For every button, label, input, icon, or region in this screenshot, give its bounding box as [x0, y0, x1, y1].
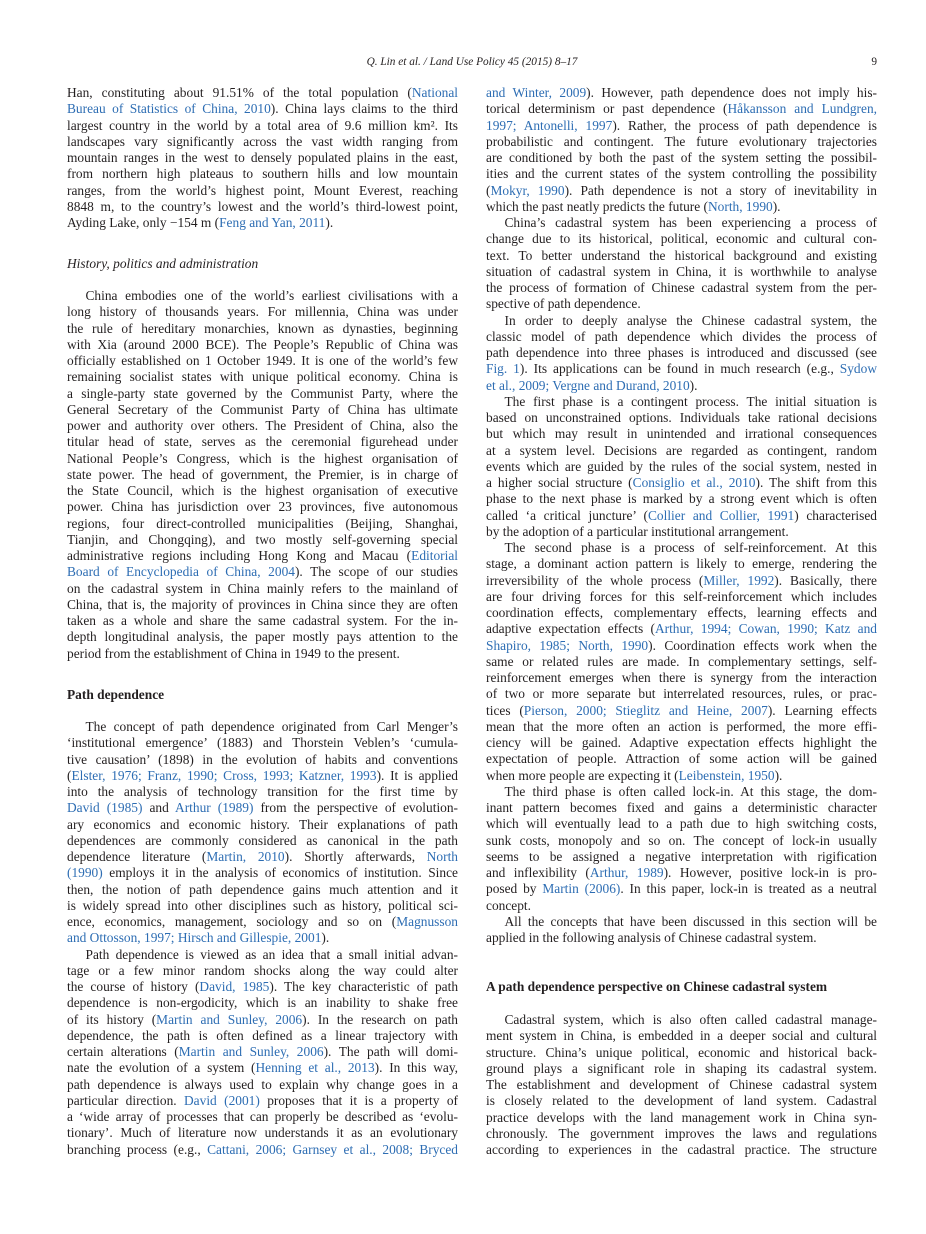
- history-section-body: [67, 288, 458, 662]
- text-run: ). The scope of our studies: [294, 564, 458, 580]
- text-line: is closely related to the development of land system. Cadastral: [486, 1093, 877, 1109]
- text-line: ment system in China, is embedded in a deeper social and cultural: [486, 1028, 877, 1044]
- text-line: [67, 1044, 458, 1060]
- text-line: The concept of path dependence originated from Carl Menger’s: [85, 719, 458, 734]
- text-run: a higher social structure (: [486, 475, 633, 490]
- text-line: according to experiences in the cadastral practice. The structure: [486, 1142, 877, 1157]
- citation-link[interactable]: Håkansson and Lundgren,: [727, 101, 877, 117]
- text-run: torical determinism or past dependence (: [486, 101, 728, 117]
- text-run: ).: [321, 930, 330, 946]
- text-line: mean that the more often an action is performed, the more effi-: [486, 718, 877, 734]
- text-line: [486, 118, 877, 134]
- text-run: which the past neatly predicts the future (: [486, 198, 708, 214]
- text-line: [67, 564, 458, 580]
- text-line: [486, 199, 877, 215]
- text-line: [486, 573, 877, 589]
- text-line: [67, 930, 458, 946]
- citation-link[interactable]: Martin and Sunley, 2006: [178, 1044, 324, 1059]
- text-line: [486, 183, 877, 199]
- citation-link[interactable]: Henning et al., 2013: [255, 1060, 375, 1076]
- citation-link[interactable]: Cattani, 2006; Garnsey et al., 2008; Bryced: [207, 1141, 458, 1157]
- citation-link[interactable]: David (2001): [184, 1092, 260, 1108]
- text-line: China, that is, the majority of provinces in China since they are often: [67, 596, 458, 612]
- text-line: state power. The head of government, the Premier, is in charge of: [67, 466, 458, 482]
- text-run: ). Basically, there: [774, 572, 877, 588]
- citation-link[interactable]: Shapiro, 1985; North, 1990: [486, 637, 649, 653]
- citation-link[interactable]: Bureau of Statistics of China, 2010: [67, 101, 271, 117]
- text-line: [486, 638, 877, 654]
- text-run: ). Shortly afterwards,: [284, 849, 427, 864]
- text-line: [67, 800, 458, 816]
- text-line: events which are guided by the rules of the social system, nested in: [486, 458, 877, 474]
- text-line: of two or more separate but interrelated resources, rules, or prac-: [486, 686, 877, 702]
- text-run: ). However, path dependence does not imply his-: [586, 85, 877, 100]
- text-line: titular head of state, serves as the ceremonial figurehead under: [67, 434, 458, 450]
- text-line: [67, 1012, 458, 1028]
- text-line: are conditioned by both the past of the system setting the possibil-: [486, 150, 877, 165]
- text-run: the course of history (: [67, 979, 200, 994]
- text-line: China’s cadastral system has been experiencing a process of: [504, 215, 877, 230]
- paragraph-continued: [486, 85, 877, 215]
- text-run: ence, economics, management, sociology and so on (: [67, 914, 397, 929]
- text-run: ). However, positive lock-in is pro-: [663, 865, 877, 880]
- citation-link[interactable]: Miller, 1992: [703, 572, 775, 588]
- text-line: ground plays a significant role in shaping its cadastral system.: [486, 1060, 877, 1076]
- citation-link[interactable]: Arthur, 1994; Cowan, 1990; Katz and: [654, 621, 877, 637]
- text-line: based on unconstrained options. Individuals take rational decisions: [486, 410, 877, 425]
- text-line: Tianjin, and Chongqing), and two mostly self-governing special: [67, 531, 458, 547]
- text-line: [486, 378, 877, 394]
- text-run: proposes that it is a property of: [259, 1092, 458, 1108]
- text-run: employs it in the analysis of economics of institution. Since: [102, 865, 458, 881]
- text-line: [486, 881, 877, 897]
- text-line: [67, 548, 458, 564]
- text-run: (: [67, 767, 72, 783]
- text-line: change due to its historical, political, economic and cultural con-: [486, 231, 877, 247]
- text-line: regions, four direct-controlled municipalities (Beijing, Shanghai,: [67, 515, 458, 531]
- citation-link[interactable]: Pierson, 2000; Stieglitz and Heine, 2007: [523, 702, 768, 718]
- text-line: expectation of people. Attraction of some action will be gained: [486, 751, 877, 767]
- text-line: [67, 768, 458, 784]
- text-line: [486, 361, 877, 377]
- text-run: tices (: [486, 702, 524, 718]
- text-line: [67, 979, 458, 995]
- text-run: nate the evolution of a system (: [67, 1060, 256, 1076]
- text-line: [67, 865, 458, 881]
- text-line: power and authority over others. The President of China, also the: [67, 418, 458, 433]
- text-line: largest country in the world by a total area of 9.6 million km². Its: [67, 117, 458, 133]
- text-line: at a system level. Decisions are regarded as contingent, random: [486, 442, 877, 458]
- cadastral-section-body: [486, 1012, 877, 1158]
- text-line: 8848 m, to the country’s lowest and the world’s third-lowest point,: [67, 198, 458, 214]
- citation-link[interactable]: Leibenstein, 1950: [678, 767, 775, 783]
- text-run: ). In the research on path: [302, 1011, 458, 1027]
- page-number: 9: [871, 56, 877, 68]
- text-run: ). The path will domi-: [323, 1044, 458, 1059]
- text-line: General Secretary of the Communist Party of China has ultimate: [67, 401, 458, 417]
- text-line: ities and the current states of the system controlling the possibility: [486, 166, 877, 182]
- text-line: [486, 621, 877, 637]
- citation-link[interactable]: Editorial: [411, 548, 458, 563]
- text-line: same or related rules are made. In complementary settings, self-: [486, 653, 877, 669]
- paragraph: [67, 288, 458, 662]
- citation-link[interactable]: David (1985): [67, 800, 143, 816]
- citation-link[interactable]: David, 1985: [199, 979, 270, 994]
- text-run: called ‘a critical juncture’ (: [486, 507, 648, 523]
- text-line: remaining socialist states with unique political economy. China is: [67, 369, 458, 385]
- text-line: [67, 1142, 458, 1158]
- running-title: Q. Lin et al. / Land Use Policy 45 (2015) 8–17: [366, 56, 578, 68]
- text-line: which will eventually lead to a path due to high switching costs,: [486, 816, 877, 832]
- text-line: [67, 914, 458, 930]
- text-line: period from the establishment of China in 1949 to the present.: [67, 645, 400, 661]
- text-line: sunk costs, monopoly and so on. The concept of lock-in usually: [486, 832, 877, 848]
- text-line: then, the notion of path dependence gains much attention and it: [67, 881, 458, 897]
- text-line: a ‘wide array of processes that can properly be described as ‘evolu-: [67, 1109, 458, 1124]
- text-line: text. To better understand the historical background and existing: [486, 247, 877, 263]
- text-run: ).: [774, 767, 783, 783]
- text-run: and inflexibility (: [486, 865, 590, 880]
- text-line: mountain ranges in the west to densely populated plains in the east,: [67, 150, 458, 165]
- text-line: In order to deeply analyse the Chinese cadastral system, the: [504, 312, 877, 328]
- text-line: [486, 508, 877, 524]
- citation-link[interactable]: Sydow: [839, 361, 877, 377]
- paragraph: [486, 1012, 877, 1158]
- citation-link[interactable]: Board of Encyclopedia of China, 2004: [67, 564, 295, 580]
- text-line: All the concepts that have been discussed in this section will be: [504, 913, 877, 929]
- text-run: of its history (: [67, 1011, 157, 1027]
- text-line: long history of thousands years. For millennia, China was under: [67, 304, 458, 320]
- text-line: The establishment and development of Chinese cadastral system: [486, 1077, 877, 1092]
- text-line: The first phase is a contingent process. The initial situation is: [504, 393, 877, 409]
- text-run: ). Coordination effects work when the: [648, 637, 877, 653]
- text-line: seems to be assigned a negative interpretation with rigification: [486, 848, 877, 864]
- text-run: ) characterised: [794, 507, 877, 523]
- paragraph: [486, 914, 877, 947]
- text-line: stage, a dominant action pattern is likely to emerge, rendering the: [486, 556, 877, 572]
- citation-link[interactable]: Martin (2006): [542, 881, 621, 897]
- text-run: particular direction.: [67, 1092, 185, 1108]
- citation-link[interactable]: et al., 2009; Vergne and Durand, 2010: [486, 377, 690, 393]
- text-line: China embodies one of the world’s earliest civilisations with a: [85, 288, 458, 303]
- path-dependence-body: [67, 719, 458, 1158]
- paragraph: [486, 215, 877, 313]
- text-line: into the analysis of technology transition for the first time by: [67, 784, 458, 799]
- text-line: tive causation’ (1898) in the evolution of habits and conventions: [67, 751, 458, 767]
- paragraph: [486, 313, 877, 394]
- text-line: ranges, from the world’s highest point, Mount Everest, reaching: [67, 182, 458, 198]
- paragraph: [67, 947, 458, 1158]
- citation-link[interactable]: Magnusson: [396, 914, 458, 929]
- text-line: [67, 101, 458, 117]
- text-run: ). China lays claims to the third: [270, 101, 458, 117]
- text-run: adaptive expectation effects (: [486, 621, 655, 637]
- text-line: the State Council, which is the highest organisation of executive: [67, 483, 458, 498]
- text-line: officially established on 1 October 1949. It is one of the world’s few: [67, 353, 458, 368]
- text-line: [67, 1060, 458, 1076]
- text-run: ).: [325, 215, 334, 230]
- text-run: and: [142, 800, 176, 816]
- citation-link[interactable]: North, 1990: [708, 198, 773, 214]
- intro-continuation: [67, 85, 458, 231]
- text-run: branching process (e.g.,: [67, 1141, 208, 1157]
- text-line: [486, 475, 877, 491]
- text-line: by the adoption of a particular institutional arrangement.: [486, 523, 789, 539]
- citation-link[interactable]: and Ottosson, 1997; Hirsch and Gillespie, 2001: [67, 930, 322, 946]
- text-run: ).: [689, 377, 698, 393]
- text-line: concept.: [486, 897, 531, 913]
- paragraph: [67, 719, 458, 947]
- paragraph-continued: [67, 85, 458, 231]
- citation-link[interactable]: Fig. 1: [486, 361, 520, 377]
- text-line: [67, 1093, 458, 1109]
- text-run: ). It is applied: [376, 767, 458, 783]
- citation-link[interactable]: Consiglio et al., 2010: [632, 475, 756, 490]
- text-line: The second phase is a process of self-reinforcement. At this: [504, 540, 877, 555]
- text-line: a single-party state governed by the Communist Party, where the: [67, 385, 458, 401]
- text-line: taken as a whole and share the same cadastral system. For the in-: [67, 613, 458, 628]
- text-line: reinforcement emerges when there is synergy from the interaction: [486, 670, 877, 685]
- citation-link[interactable]: Arthur (1989): [175, 800, 254, 816]
- text-run: when more people are expecting it (: [486, 767, 679, 783]
- paragraph: [486, 784, 877, 914]
- citation-link[interactable]: Martin, 2010: [206, 849, 285, 864]
- text-run: ). Path dependence is not a story of inevitability in: [564, 182, 877, 198]
- citation-link[interactable]: Collier and Collier, 1991: [647, 507, 795, 523]
- text-line: path dependence is always used to explain why change goes in a: [67, 1076, 458, 1092]
- text-run: Han, constituting about 91.51% of the total population (: [67, 85, 412, 100]
- text-line: tage or a few minor random shocks along the way could alter: [67, 962, 458, 978]
- text-line: spective of path dependence.: [486, 296, 641, 312]
- text-run: . In this paper, lock-in is treated as a neutral: [620, 881, 877, 897]
- text-line: is widely spread into other disciplines such as history, political sci-: [67, 897, 458, 913]
- text-line: dependence is non-ergodicity, which is an inability to shake free: [67, 995, 458, 1011]
- text-run: (: [486, 182, 491, 198]
- text-line: [486, 101, 877, 117]
- text-run: irreversibility of the whole process (: [486, 572, 704, 588]
- text-line: the rule of hereditary monarchies, known as dynasties, beginning: [67, 320, 458, 336]
- text-run: Ayding Lake, only −154 m (: [67, 215, 220, 230]
- paragraph: [486, 540, 877, 784]
- citation-link[interactable]: National: [411, 85, 458, 100]
- text-line: classic model of path dependence which divides the process of: [486, 328, 877, 344]
- text-run: ). In this way,: [374, 1060, 458, 1076]
- text-run: from the perspective of evolution-: [253, 800, 458, 816]
- text-line: the process of formation of Chinese cadastral system from the per-: [486, 280, 877, 295]
- text-run: certain alterations (: [67, 1044, 179, 1059]
- text-line: [486, 85, 877, 101]
- subsection-heading: History, politics and administration: [67, 256, 259, 271]
- text-line: from northern high plateaus to southern hills and low mountain: [67, 166, 458, 182]
- text-line: ‘institutional emergence’ (1883) and Thorstein Veblen’s ‘cumula-: [67, 735, 458, 751]
- citation-link[interactable]: Elster, 1976; Franz, 1990; Cross, 1993; Katzner, 1993: [71, 767, 377, 783]
- text-line: probabilistic and contingent. The future evolutionary trajectories: [486, 133, 877, 149]
- text-line: chronously. The government improves the laws and regulations: [486, 1125, 877, 1141]
- text-line: applied in the following analysis of Chinese cadastral system.: [486, 930, 817, 945]
- citation-link[interactable]: 1997; Antonelli, 1997: [486, 117, 613, 133]
- text-run: ). The shift from this: [755, 475, 877, 490]
- right-column: [486, 0, 877, 1234]
- text-run: ). Its applications can be found in much research (e.g.,: [519, 361, 840, 377]
- text-line: [67, 85, 458, 101]
- citation-link[interactable]: Feng and Yan, 2011: [219, 215, 326, 230]
- text-line: [67, 215, 458, 231]
- text-line: ary economics and economic history. Their explanations of path: [67, 816, 458, 832]
- path-dependence-body-continued: [486, 85, 877, 946]
- text-run: ). The key characteristic of path: [269, 979, 458, 994]
- text-line: [67, 849, 458, 865]
- citation-link[interactable]: Martin and Sunley, 2006: [156, 1011, 303, 1027]
- text-line: ciency will be gained. Adaptive expectation effects highlight the: [486, 735, 877, 750]
- text-line: dependences are commonly considered as canonical in the path: [67, 832, 458, 848]
- text-line: landscapes vary significantly across the vast width ranging from: [67, 133, 458, 149]
- left-column: [67, 0, 458, 1234]
- text-run: posed by: [486, 881, 543, 897]
- text-line: [486, 703, 877, 719]
- text-line: practice develops with the land management work in China syn-: [486, 1109, 877, 1125]
- text-line: National People’s Congress, which is the highest organisation of: [67, 450, 458, 466]
- text-line: but which may result in unintended and irrational consequences: [486, 426, 877, 442]
- text-line: on the cadastral system in China mainly refers to the mainland of: [67, 580, 458, 596]
- text-line: [486, 768, 877, 784]
- text-run: administrative regions including Hong Kong and Macau (: [67, 548, 412, 563]
- text-line: inant pattern becomes fixed and gains a deterministic character: [486, 800, 877, 815]
- text-line: phase to the next phase is marked by a strong event which is often: [486, 491, 877, 507]
- text-line: dependence, the path is often defined as a linear trajectory with: [67, 1027, 458, 1043]
- section-heading: Path dependence: [67, 687, 165, 702]
- citation-link[interactable]: (1990): [67, 865, 103, 881]
- text-line: [486, 865, 877, 881]
- citation-link[interactable]: Arthur, 1989: [589, 865, 664, 880]
- text-line: path dependence into three phases is introduced and discussed (see: [486, 345, 877, 360]
- text-line: structure. China’s unique political, economic and historical back-: [486, 1044, 877, 1060]
- paragraph: [486, 394, 877, 540]
- text-line: tionary’. Much of literature now understands it as an evolutionary: [67, 1125, 458, 1141]
- citation-link[interactable]: North: [426, 849, 458, 864]
- text-line: depth longitudinal analysis, the paper mostly pays attention to the: [67, 629, 458, 645]
- text-run: ). Learning effects: [767, 702, 877, 718]
- section-heading: A path dependence perspective on Chinese cadastral system: [486, 979, 828, 994]
- text-run: ). Rather, the process of path dependence is: [612, 117, 877, 133]
- text-line: Cadastral system, which is also often called cadastral manage-: [504, 1012, 877, 1027]
- text-run: ).: [772, 198, 781, 214]
- citation-link[interactable]: and Winter, 2009: [486, 85, 587, 100]
- text-line: situation of cadastral system in China, it is worthwhile to analyse: [486, 263, 877, 279]
- text-run: dependence literature (: [67, 849, 207, 864]
- text-line: power. China has jurisdiction over 23 provinces, five autonomous: [67, 499, 458, 515]
- text-line: Path dependence is viewed as an idea that a small initial advan-: [85, 946, 458, 962]
- text-line: are four driving forces for this self-reinforcement which includes: [486, 588, 877, 604]
- citation-link[interactable]: Mokyr, 1990: [490, 182, 565, 198]
- text-line: The third phase is often called lock-in. At this stage, the dom-: [504, 783, 877, 799]
- text-line: coordination effects, complementary effects, learning effects and: [486, 605, 877, 620]
- text-line: with Xia (around 2000 BCE). The People’s Republic of China was: [67, 336, 458, 352]
